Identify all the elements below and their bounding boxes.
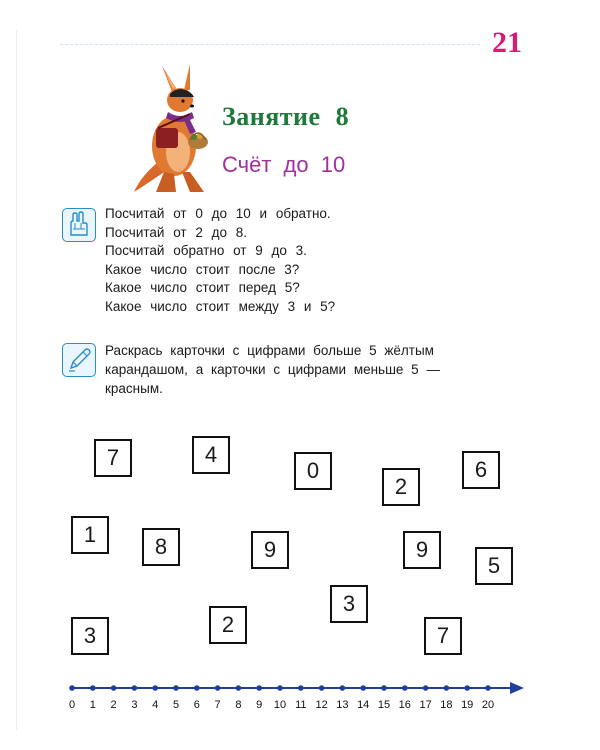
- number-line-tick: [423, 685, 429, 691]
- exercise-1-line: Посчитай от 0 до 10 и обратно.: [105, 206, 331, 221]
- number-line-label: 19: [461, 699, 474, 711]
- number-line-tick: [194, 685, 200, 691]
- number-card[interactable]: 5: [475, 547, 513, 585]
- number-card[interactable]: 6: [462, 451, 500, 489]
- number-line-tick: [319, 685, 325, 691]
- exercise-1-line: Какое число стоит перед 5?: [105, 280, 300, 295]
- number-card[interactable]: 9: [403, 531, 441, 569]
- number-line-label: 14: [357, 699, 370, 711]
- number-line-tick: [402, 685, 408, 691]
- exercise-2-line: Раскрась карточки с цифрами больше 5 жёлтым: [105, 343, 434, 358]
- number-line-label: 15: [377, 699, 391, 711]
- exercise-1-line: Какое число стоит после 3?: [105, 261, 300, 277]
- number-line-label: 11: [295, 699, 307, 711]
- number-line-label: 2: [110, 699, 117, 711]
- number-line-tick: [173, 685, 179, 691]
- number-line-tick: [277, 685, 283, 691]
- number-card[interactable]: 4: [192, 436, 230, 474]
- pencil-icon: [62, 343, 96, 377]
- exercise-2-text: [105, 341, 545, 398]
- number-line-label: 18: [440, 699, 453, 711]
- number-line-tick: [444, 685, 450, 691]
- number-line-tick: [381, 685, 387, 691]
- number-line-label: 10: [273, 699, 287, 711]
- number-line-label: 6: [193, 699, 200, 711]
- number-line-tick: [464, 685, 470, 691]
- exercise-1-line: Посчитай обратно от 9 до 3.: [105, 243, 307, 258]
- number-line-label: 3: [131, 699, 138, 711]
- hand-counting-icon: [62, 208, 96, 242]
- exercise-1-text: [105, 205, 335, 316]
- number-line-label: 20: [481, 699, 495, 711]
- exercise-1-line: Какое число стоит между 3 и 5?: [105, 298, 336, 314]
- number-line-tick: [256, 685, 262, 691]
- exercise-2-line: красным.: [105, 381, 163, 396]
- number-line-tick: [215, 685, 221, 691]
- exercise-1-line: Посчитай от 2 до 8.: [105, 224, 248, 240]
- number-line-tick: [132, 685, 138, 691]
- number-card[interactable]: 1: [71, 516, 109, 554]
- number-card[interactable]: 7: [94, 439, 132, 477]
- number-line-label: 4: [152, 699, 159, 711]
- number-line-tick: [152, 685, 158, 691]
- margin-line: [16, 30, 17, 730]
- number-line-arrow-icon: [510, 682, 524, 694]
- number-card[interactable]: 3: [330, 585, 368, 623]
- number-line-tick: [360, 685, 366, 691]
- lesson-subtitle: Счёт до 10: [222, 152, 346, 177]
- number-line-label: 5: [172, 699, 180, 711]
- number-line-label: 1: [89, 699, 96, 711]
- header-rule: [60, 44, 480, 45]
- number-card[interactable]: 0: [294, 452, 332, 490]
- number-line-label: 12: [315, 699, 328, 711]
- number-card[interactable]: 7: [424, 617, 462, 655]
- number-line-tick: [90, 685, 96, 691]
- number-line-label: 0: [68, 699, 76, 711]
- number-line-label: 8: [235, 699, 242, 711]
- number-line-tick: [340, 685, 346, 691]
- exercise-2-line: карандашом, а карточки с цифрами меньше 5 —: [105, 362, 440, 377]
- kangaroo-mascot-icon: [132, 64, 217, 194]
- number-line-tick: [298, 685, 304, 691]
- page-number: 21: [492, 26, 522, 59]
- number-line-label: 13: [336, 699, 349, 711]
- number-card[interactable]: 9: [251, 531, 289, 569]
- number-line-label: 17: [419, 699, 432, 711]
- number-card[interactable]: 3: [71, 617, 109, 655]
- number-line-label: 16: [398, 699, 411, 711]
- number-card[interactable]: 8: [142, 528, 180, 566]
- number-line: [60, 678, 530, 718]
- number-card[interactable]: 2: [382, 468, 420, 506]
- number-line-tick: [485, 685, 491, 691]
- number-line-label: 9: [256, 699, 263, 711]
- number-line-tick: [69, 685, 75, 691]
- lesson-title: Занятие 8: [222, 102, 350, 131]
- number-line-label: 7: [214, 699, 221, 711]
- number-line-tick: [236, 685, 242, 691]
- number-card[interactable]: 2: [209, 606, 247, 644]
- number-line-tick: [111, 685, 117, 691]
